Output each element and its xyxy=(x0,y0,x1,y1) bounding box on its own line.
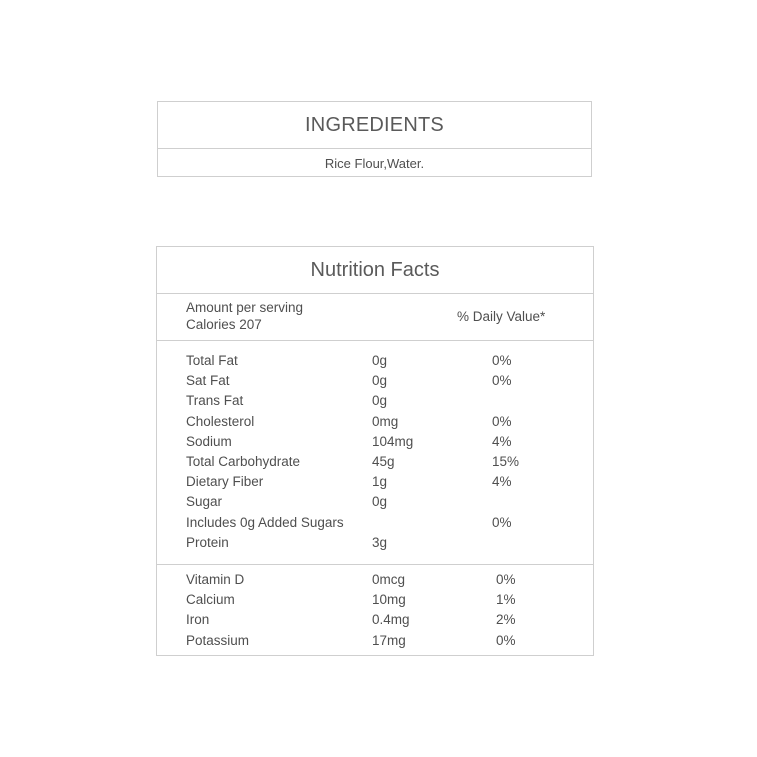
calories-label: Calories 207 xyxy=(186,317,262,332)
vitamin-name: Vitamin D xyxy=(186,572,245,587)
nutrient-row xyxy=(157,472,593,492)
nutrient-daily-value: 4% xyxy=(492,474,512,490)
vitamin-amount: 10mg xyxy=(372,592,406,608)
vitamin-row xyxy=(157,570,593,590)
nutrient-amount: 45g xyxy=(372,453,395,469)
nutrient-list xyxy=(157,341,593,565)
nutrient-row xyxy=(157,432,593,452)
ingredients-text: Rice Flour,Water. xyxy=(324,155,425,171)
nutrient-row xyxy=(157,533,593,553)
nutrient-amount: 0g xyxy=(372,393,388,409)
nutrient-amount: 3g xyxy=(372,534,388,550)
daily-value-header: % Daily Value* xyxy=(457,309,546,324)
nutrient-daily-value: 0% xyxy=(492,353,512,368)
vitamin-name: Iron xyxy=(186,612,210,628)
nutrient-row xyxy=(157,371,593,391)
nutrient-daily-value: 4% xyxy=(492,433,512,449)
nutrient-amount: 1g xyxy=(372,474,388,490)
vitamin-row xyxy=(157,610,593,630)
vitamin-amount: 0mcg xyxy=(372,572,406,587)
nutrient-daily-value: 0% xyxy=(492,514,512,530)
nutrient-row xyxy=(157,351,593,371)
nutrient-daily-value: 0% xyxy=(492,373,512,389)
serving-header xyxy=(157,294,593,341)
ingredients-title: INGREDIENTS xyxy=(158,102,591,149)
nutrient-name: Sat Fat xyxy=(186,373,230,389)
nutrition-facts-panel xyxy=(156,246,594,656)
nutrient-name: Sugar xyxy=(186,494,223,510)
nutrient-amount: 0g xyxy=(372,353,388,368)
nutrient-name: Dietary Fiber xyxy=(186,474,264,490)
nutrient-amount: 0mg xyxy=(372,413,399,429)
nutrient-amount: 0g xyxy=(372,373,388,389)
nutrient-name: Includes 0g Added Sugars xyxy=(186,514,344,530)
vitamin-daily-value: 0% xyxy=(496,632,516,648)
vitamin-amount: 17mg xyxy=(372,632,406,648)
nutrient-daily-value: 0% xyxy=(492,413,512,429)
nutrient-name: Cholesterol xyxy=(186,413,255,429)
ingredients-panel xyxy=(157,101,592,177)
nutrient-row xyxy=(157,412,593,432)
nutrient-row xyxy=(157,513,593,533)
vitamin-mineral-list xyxy=(157,565,593,651)
vitamin-row xyxy=(157,590,593,610)
nutrient-amount: 104mg xyxy=(372,433,414,449)
amount-per-serving-label: Amount per serving xyxy=(186,300,304,315)
nutrition-title: Nutrition Facts xyxy=(157,247,593,294)
nutrient-name: Total Carbohydrate xyxy=(186,453,301,469)
vitamin-daily-value: 1% xyxy=(496,592,516,608)
nutrient-name: Protein xyxy=(186,534,229,550)
vitamin-amount: 0.4mg xyxy=(372,612,410,628)
vitamin-row xyxy=(157,631,593,651)
nutrient-row xyxy=(157,452,593,472)
serving-info xyxy=(186,299,303,333)
vitamin-daily-value: 2% xyxy=(496,612,516,628)
nutrient-name: Trans Fat xyxy=(186,393,244,409)
nutrient-name: Total Fat xyxy=(186,353,238,368)
nutrient-daily-value: 15% xyxy=(492,453,520,469)
nutrient-name: Sodium xyxy=(186,433,232,449)
vitamin-name: Calcium xyxy=(186,592,235,608)
vitamin-name: Potassium xyxy=(186,632,250,648)
nutrient-row xyxy=(157,391,593,411)
vitamin-daily-value: 0% xyxy=(496,572,516,587)
nutrient-amount: 0g xyxy=(372,494,388,510)
nutrient-row xyxy=(157,492,593,512)
